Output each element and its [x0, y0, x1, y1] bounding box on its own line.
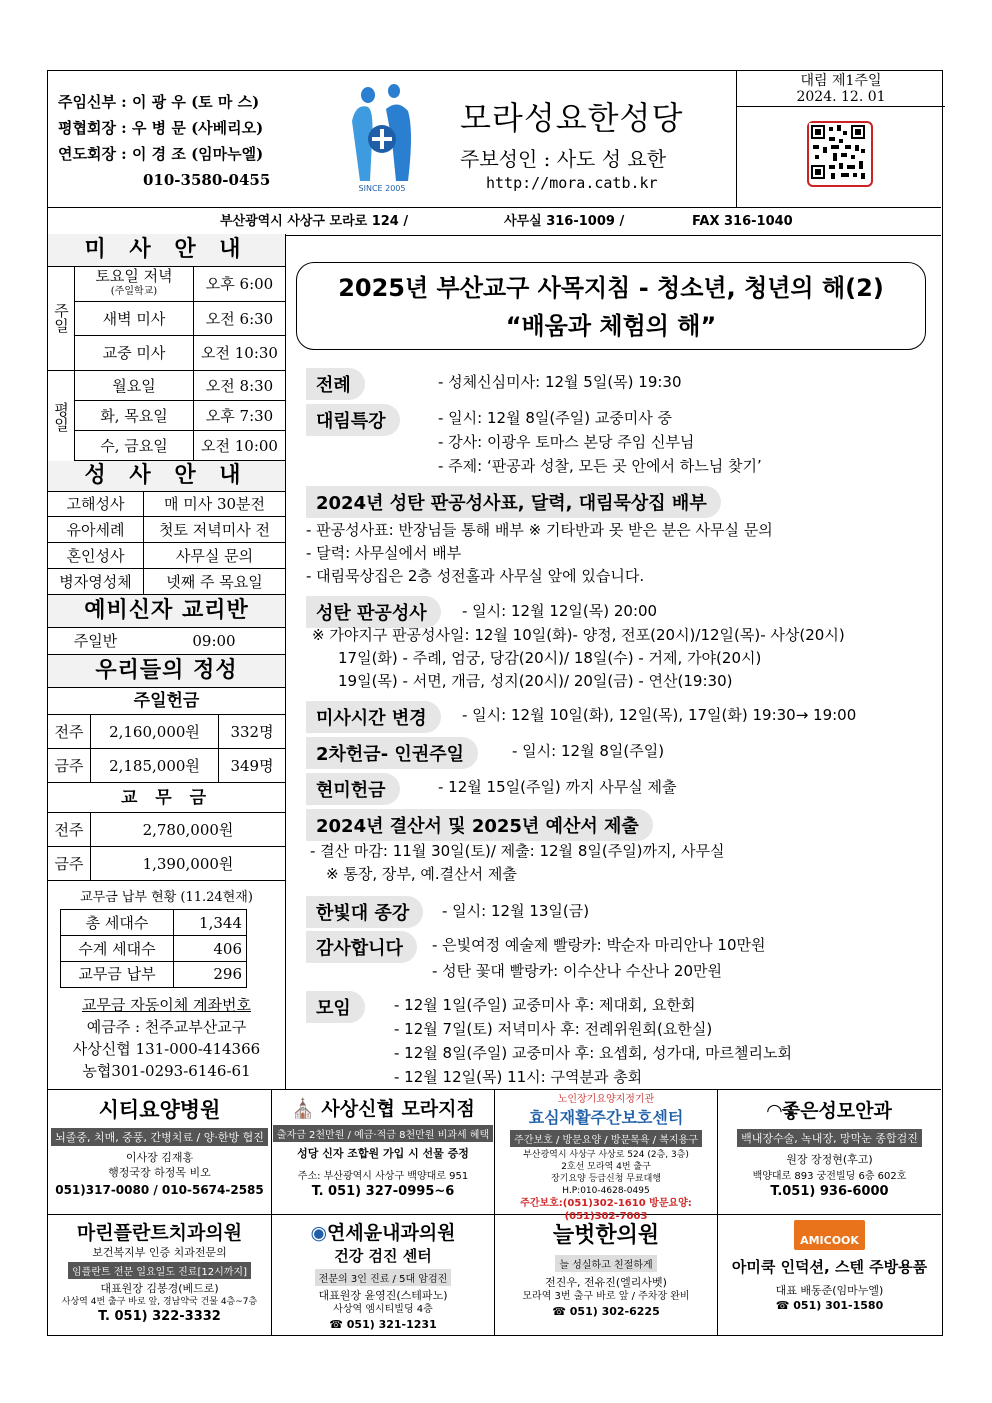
account-title: 교무금 자동이체 계좌번호	[82, 996, 251, 1014]
ad-sub: 보건복지부 인증 치과전문의	[92, 1246, 227, 1259]
ad-line: H.P:010-4628-0495	[562, 1186, 650, 1196]
offering-count: 349명	[218, 749, 285, 783]
mass-time-change-heading: 미사시간 변경	[306, 701, 441, 733]
dues-amount: 1,390,000원	[90, 847, 285, 881]
dues-title: 교 무 금	[48, 783, 285, 813]
sacrament-value: 첫토 저녁미사 전	[143, 517, 285, 543]
church-address: 부산광역시 사상구 모라로 124 /	[220, 214, 409, 229]
mass-time-change-line: - 일시: 12월 10일(화), 12일(목), 17일(화) 19:30→ 19:00	[462, 706, 857, 724]
header-officers	[58, 89, 270, 193]
mass-row-time: 오전 8:30	[193, 371, 285, 401]
ad-phone: T. 051) 327-0995~6	[311, 1184, 455, 1199]
account-number-1: 사상신협 131-000-414366	[72, 1040, 261, 1058]
budget-heading: 2024년 결산서 및 2025년 예산서 제출	[306, 809, 653, 841]
sacrament-value: 사무실 문의	[143, 543, 285, 569]
distribution-heading: 2024년 성탄 판공성사표, 달력, 대림묵상집 배부	[306, 486, 721, 518]
mass-row-name: 새벽 미사	[75, 302, 193, 336]
sacrament-name: 병자영성체	[48, 569, 143, 595]
mass-row-name: 화, 목요일	[75, 401, 193, 431]
ad-line: 장기요양 등급신청 무료대행	[550, 1174, 662, 1184]
account-holder: 예금주 : 천주교부산교구	[86, 1018, 247, 1036]
ad-phone: 주간보호:(051)302-1610 방문요양:(051)302-7003	[520, 1198, 692, 1222]
mass-row-name	[75, 266, 193, 302]
ad-line: 원장 장정현(후고)	[786, 1153, 873, 1166]
amicook-logo: AMICOOK	[794, 1220, 865, 1250]
header-week-box	[736, 71, 945, 207]
ad-line: 대표 배동준(임마누엘)	[775, 1284, 884, 1297]
mass-title: 미 사 안 내	[48, 234, 285, 267]
offering-count: 332명	[218, 715, 285, 749]
legion-chair-line: 연도회장 : 이 경 조 (임마누엘)	[58, 145, 264, 163]
status-label: 수계 세대수	[61, 936, 173, 962]
ad-line: 대표원장 김봉경(베드로)	[100, 1282, 219, 1295]
dues-status-title: 교무금 납부 현황 (11.24현재)	[80, 890, 253, 905]
office-phone: 사무실 316-1009 /	[504, 214, 625, 229]
sacrament-name: 고해성사	[48, 491, 143, 517]
ad-line: 성당 신자 조합원 가입 시 선물 증정	[297, 1147, 469, 1160]
advent-line: - 주제: ‘판공과 성찰, 모든 곳 안에서 하느님 찾기’	[438, 457, 762, 475]
catechumen-label: 주일반	[48, 627, 143, 655]
ad-sub: 건강 검진 센터	[334, 1247, 432, 1265]
mass-row-name: 수, 금요일	[75, 431, 193, 461]
ad-city-hospital[interactable]	[48, 1094, 271, 1198]
dues-label: 금주	[48, 847, 90, 881]
logo-caption: SINCE 2005	[358, 184, 406, 193]
account-info	[48, 994, 285, 1082]
theme-line-1: 2025년 부산교구 사목지침 - 청소년, 청년의 해(2)	[338, 274, 884, 302]
confession-line: ※ 가야지구 판공성사일: 12월 10일(화)- 양정, 전포(20시)/12일(목)- 사상(20시)	[312, 626, 845, 644]
dues-label: 전주	[48, 813, 90, 847]
ad-line: 2호선 모라역 4번 출구	[561, 1162, 651, 1172]
confession-line: 17일(화) - 주례, 엄궁, 당감(20시)/ 18일(수) - 거제, 가야(20시)	[338, 649, 762, 667]
rice-offering-line: - 12월 15일(주일) 까지 사무실 제출	[438, 778, 677, 796]
pastor-line: 주임신부 : 이 광 우 (토 마 스)	[58, 93, 260, 111]
weekday-label: 평일	[48, 371, 75, 462]
ad-band: 늘 성실하고 친절하게	[555, 1255, 656, 1272]
confession-heading: 성탄 판공성사	[306, 596, 441, 628]
sacrament-title: 성 사 안 내	[48, 461, 285, 492]
credit-union-logo-icon: ⛪	[291, 1098, 315, 1120]
ad-line: 백양대로 893 궁전빌딩 6층 602호	[752, 1171, 907, 1182]
ad-name-text: 좋은성모안과	[781, 1100, 892, 1122]
thanks-line: - 성탄 꽃대 빨랑카: 이수산나 수산나 20만원	[432, 962, 723, 980]
status-label: 교무금 납부	[78, 965, 156, 983]
status-label: 총 세대수	[61, 910, 173, 936]
ad-phone: ☎ 051) 321-1231	[329, 1318, 437, 1331]
mass-row-name-text: 토요일 저녁	[95, 267, 173, 285]
ad-phone: ☎ 051) 301-1580	[775, 1299, 884, 1312]
catechumen-title: 예비신자 교리반	[48, 595, 285, 628]
status-value: 296	[173, 962, 246, 987]
offering-amount: 2,160,000원	[90, 715, 218, 749]
budget-line: - 결산 마감: 11월 30일(토)/ 제출: 12월 8일(주일)까지, 사무실	[310, 842, 725, 860]
council-chair-line: 평협회장 : 우 병 문 (사베리오)	[58, 119, 264, 137]
church-name: 모라성요한성당	[460, 99, 684, 137]
ad-phone: ☎ 051) 302-6225	[552, 1305, 660, 1318]
liturgy-heading: 전례	[306, 368, 365, 400]
meetings-heading: 모임	[306, 991, 365, 1023]
ad-line: 전진우, 전유진(엘리사벳)	[545, 1276, 667, 1289]
bulletin-date: 2024. 12. 01	[796, 89, 886, 105]
ad-line: 사상역 엠시티빌딩 4층	[333, 1304, 433, 1315]
ad-phone: 051)317-0080 / 010-5674-2585	[55, 1183, 264, 1197]
ad-hyosim-center[interactable]	[495, 1090, 717, 1223]
mass-row-time: 오전 10:00	[193, 431, 285, 461]
dues-amount: 2,780,000원	[90, 813, 285, 847]
offering-amount: 2,185,000원	[90, 749, 218, 783]
advent-line: - 일시: 12월 8일(주일) 교중미사 중	[438, 409, 673, 427]
catechumen-time: 09:00	[143, 627, 285, 655]
advertisement-area	[48, 1089, 941, 1335]
meeting-line: - 12월 1일(주일) 교중미사 후: 제대회, 요한회	[394, 996, 696, 1014]
advent-lecture-heading: 대림특강	[306, 404, 400, 436]
ad-good-eye-clinic[interactable]	[718, 1096, 941, 1199]
clinic-logo-icon: ◉	[310, 1222, 328, 1244]
mass-row-time: 오후 6:00	[193, 266, 285, 302]
budget-line: ※ 통장, 장부, 예.결산서 제출	[326, 865, 517, 883]
hanbit-line: - 일시: 12월 13일(금)	[442, 902, 590, 920]
status-value: 1,344	[173, 910, 246, 936]
ad-sasang-credit-union[interactable]	[272, 1094, 494, 1199]
ad-name: 마린플란트치과의원	[76, 1222, 243, 1244]
mass-row-sub: (주일학교)	[110, 286, 158, 297]
ad-line: 사상역 4번 출구 바로 앞, 경남약국 건물 4층~7층	[61, 1297, 258, 1307]
ad-line: 이사장 김재홍	[125, 1151, 194, 1164]
week-label: 대림 제1주일	[800, 73, 882, 89]
week-date	[737, 71, 945, 107]
ad-phone: T. 051) 322-3332	[98, 1309, 221, 1324]
pastoral-theme-box	[296, 262, 926, 350]
mass-row-time: 오후 7:30	[193, 401, 285, 431]
ad-name: 아미쿡 인덕션, 스텐 주방용품	[731, 1258, 928, 1276]
sacrament-name: 혼인성사	[48, 543, 143, 569]
mass-row-time: 오전 6:30	[193, 302, 285, 336]
ad-name: 늘벗한의원	[552, 1222, 660, 1248]
offering-title: 우리들의 정성	[48, 655, 285, 688]
advent-line: - 강사: 이광우 토마스 본당 주임 신부님	[438, 433, 695, 451]
mass-row-name: 교중 미사	[75, 336, 193, 371]
ad-line: 행정국장 하정목 비오	[108, 1166, 211, 1179]
distribution-line: - 판공성사표: 반장님들 통해 배부 ※ 기타반과 못 받은 분은 사무실 문의	[306, 521, 773, 539]
rice-offering-heading: 현미헌금	[306, 773, 400, 805]
sacrament-value: 넷째 주 목요일	[143, 569, 285, 595]
liturgy-line: - 성체신심미사: 12월 5일(목) 19:30	[438, 373, 682, 391]
ad-line: 대표원장 윤영진(스테파노)	[318, 1289, 448, 1302]
ad-phone: T.051) 936-6000	[770, 1184, 889, 1199]
confession-line: 19일(목) - 서면, 개금, 성지(20시)/ 20일(금) - 연산(19:30)	[338, 672, 733, 690]
offering-label: 금주	[48, 749, 90, 783]
sacrament-name: 유아세례	[48, 517, 143, 543]
sunday-offering-title: 주일헌금	[48, 687, 285, 715]
ad-amicook[interactable]	[718, 1220, 941, 1313]
confession-date: - 일시: 12월 12일(목) 20:00	[462, 602, 658, 620]
ad-band: 주간보호 / 방문요양 / 방문목욕 / 복지용구	[510, 1130, 702, 1147]
ad-name: 효심재활주간보호센터	[528, 1108, 684, 1127]
mass-row-time: 오전 10:30	[193, 336, 285, 371]
ad-top: 노인장기요양지정기관	[557, 1094, 655, 1105]
sunday-label: 주일	[48, 266, 75, 371]
ad-line: 주소: 부산광역시 사상구 백양대로 951	[297, 1171, 469, 1182]
left-column	[48, 234, 286, 1089]
ad-line: 모라역 3번 출구 바로 앞 / 주차장 완비	[522, 1291, 690, 1302]
contact-phone: 010-3580-0455	[143, 171, 271, 189]
dues-status-table	[60, 909, 247, 988]
ad-name	[272, 1094, 494, 1121]
bulletin-page	[47, 70, 943, 1336]
ad-band: 뇌졸중, 치매, 중풍, 간병치료 / 양·한방 협진	[51, 1128, 268, 1146]
distribution-line: - 달력: 사무실에서 배부	[306, 544, 462, 562]
theme-line-2: “배움과 체험의 해”	[505, 312, 717, 340]
hanbit-heading: 한빛대 종강	[306, 896, 423, 928]
fax-number: FAX 316-1040	[692, 214, 793, 229]
meeting-line: - 12월 7일(토) 저녁미사 후: 전례위원회(요한실)	[394, 1020, 713, 1038]
offering-label: 전주	[48, 715, 90, 749]
meeting-line: - 12월 8일(주일) 교중미사 후: 요셉회, 성가대, 마르첼리노회	[394, 1044, 793, 1062]
sacrament-value: 매 미사 30분전	[143, 491, 285, 517]
address-bar	[48, 207, 941, 236]
ad-yonsei-clinic[interactable]	[272, 1218, 494, 1332]
eye-logo-icon: ◠	[767, 1100, 782, 1122]
mass-row-name: 월요일	[75, 371, 193, 401]
status-value: 406	[173, 936, 246, 962]
meeting-line: - 12월 12일(목) 11시: 구역분과 총회	[394, 1068, 643, 1086]
account-number-2: 농협301-0293-6146-61	[82, 1062, 251, 1080]
ad-name	[272, 1218, 494, 1245]
ad-neulbeot-clinic[interactable]	[495, 1218, 717, 1319]
second-collection-line: - 일시: 12월 8일(주일)	[512, 742, 665, 760]
ad-name-text: 사상신협 모라지점	[321, 1098, 475, 1120]
church-logo	[346, 81, 418, 193]
thanks-heading: 감사합니다	[306, 931, 417, 963]
ad-band: 출자금 2천만원 / 예금·적금 8천만원 비과세 혜택	[273, 1125, 493, 1142]
second-collection-heading: 2차헌금- 인권주일	[306, 737, 478, 769]
ad-band: 임플란트 전문 일요일도 진료[12시까지]	[68, 1262, 251, 1279]
qr-code-icon[interactable]	[807, 121, 873, 187]
ad-marin-dental[interactable]	[48, 1218, 271, 1324]
right-column	[286, 234, 941, 1089]
patron-saint: 주보성인 : 사도 성 요한	[460, 147, 667, 171]
ad-band: 백내장수술, 녹내장, 망막눈 종합검진	[737, 1129, 922, 1147]
ad-band: 전문의 3인 진료 / 5대 암검진	[315, 1269, 452, 1286]
church-url[interactable]: http://mora.catb.kr	[486, 174, 658, 192]
ad-line: 부산광역시 사상구 사상로 524 (2층, 3층)	[523, 1150, 689, 1160]
ad-name-text: 연세윤내과의원	[327, 1222, 456, 1244]
ad-name: 시티요양병원	[98, 1098, 221, 1122]
thanks-line: - 은빛여정 예술제 빨랑카: 박순자 마리안나 10만원	[432, 936, 766, 954]
ad-name	[718, 1096, 941, 1123]
distribution-line: - 대림묵상집은 2층 성전홀과 사무실 앞에 있습니다.	[306, 567, 645, 585]
